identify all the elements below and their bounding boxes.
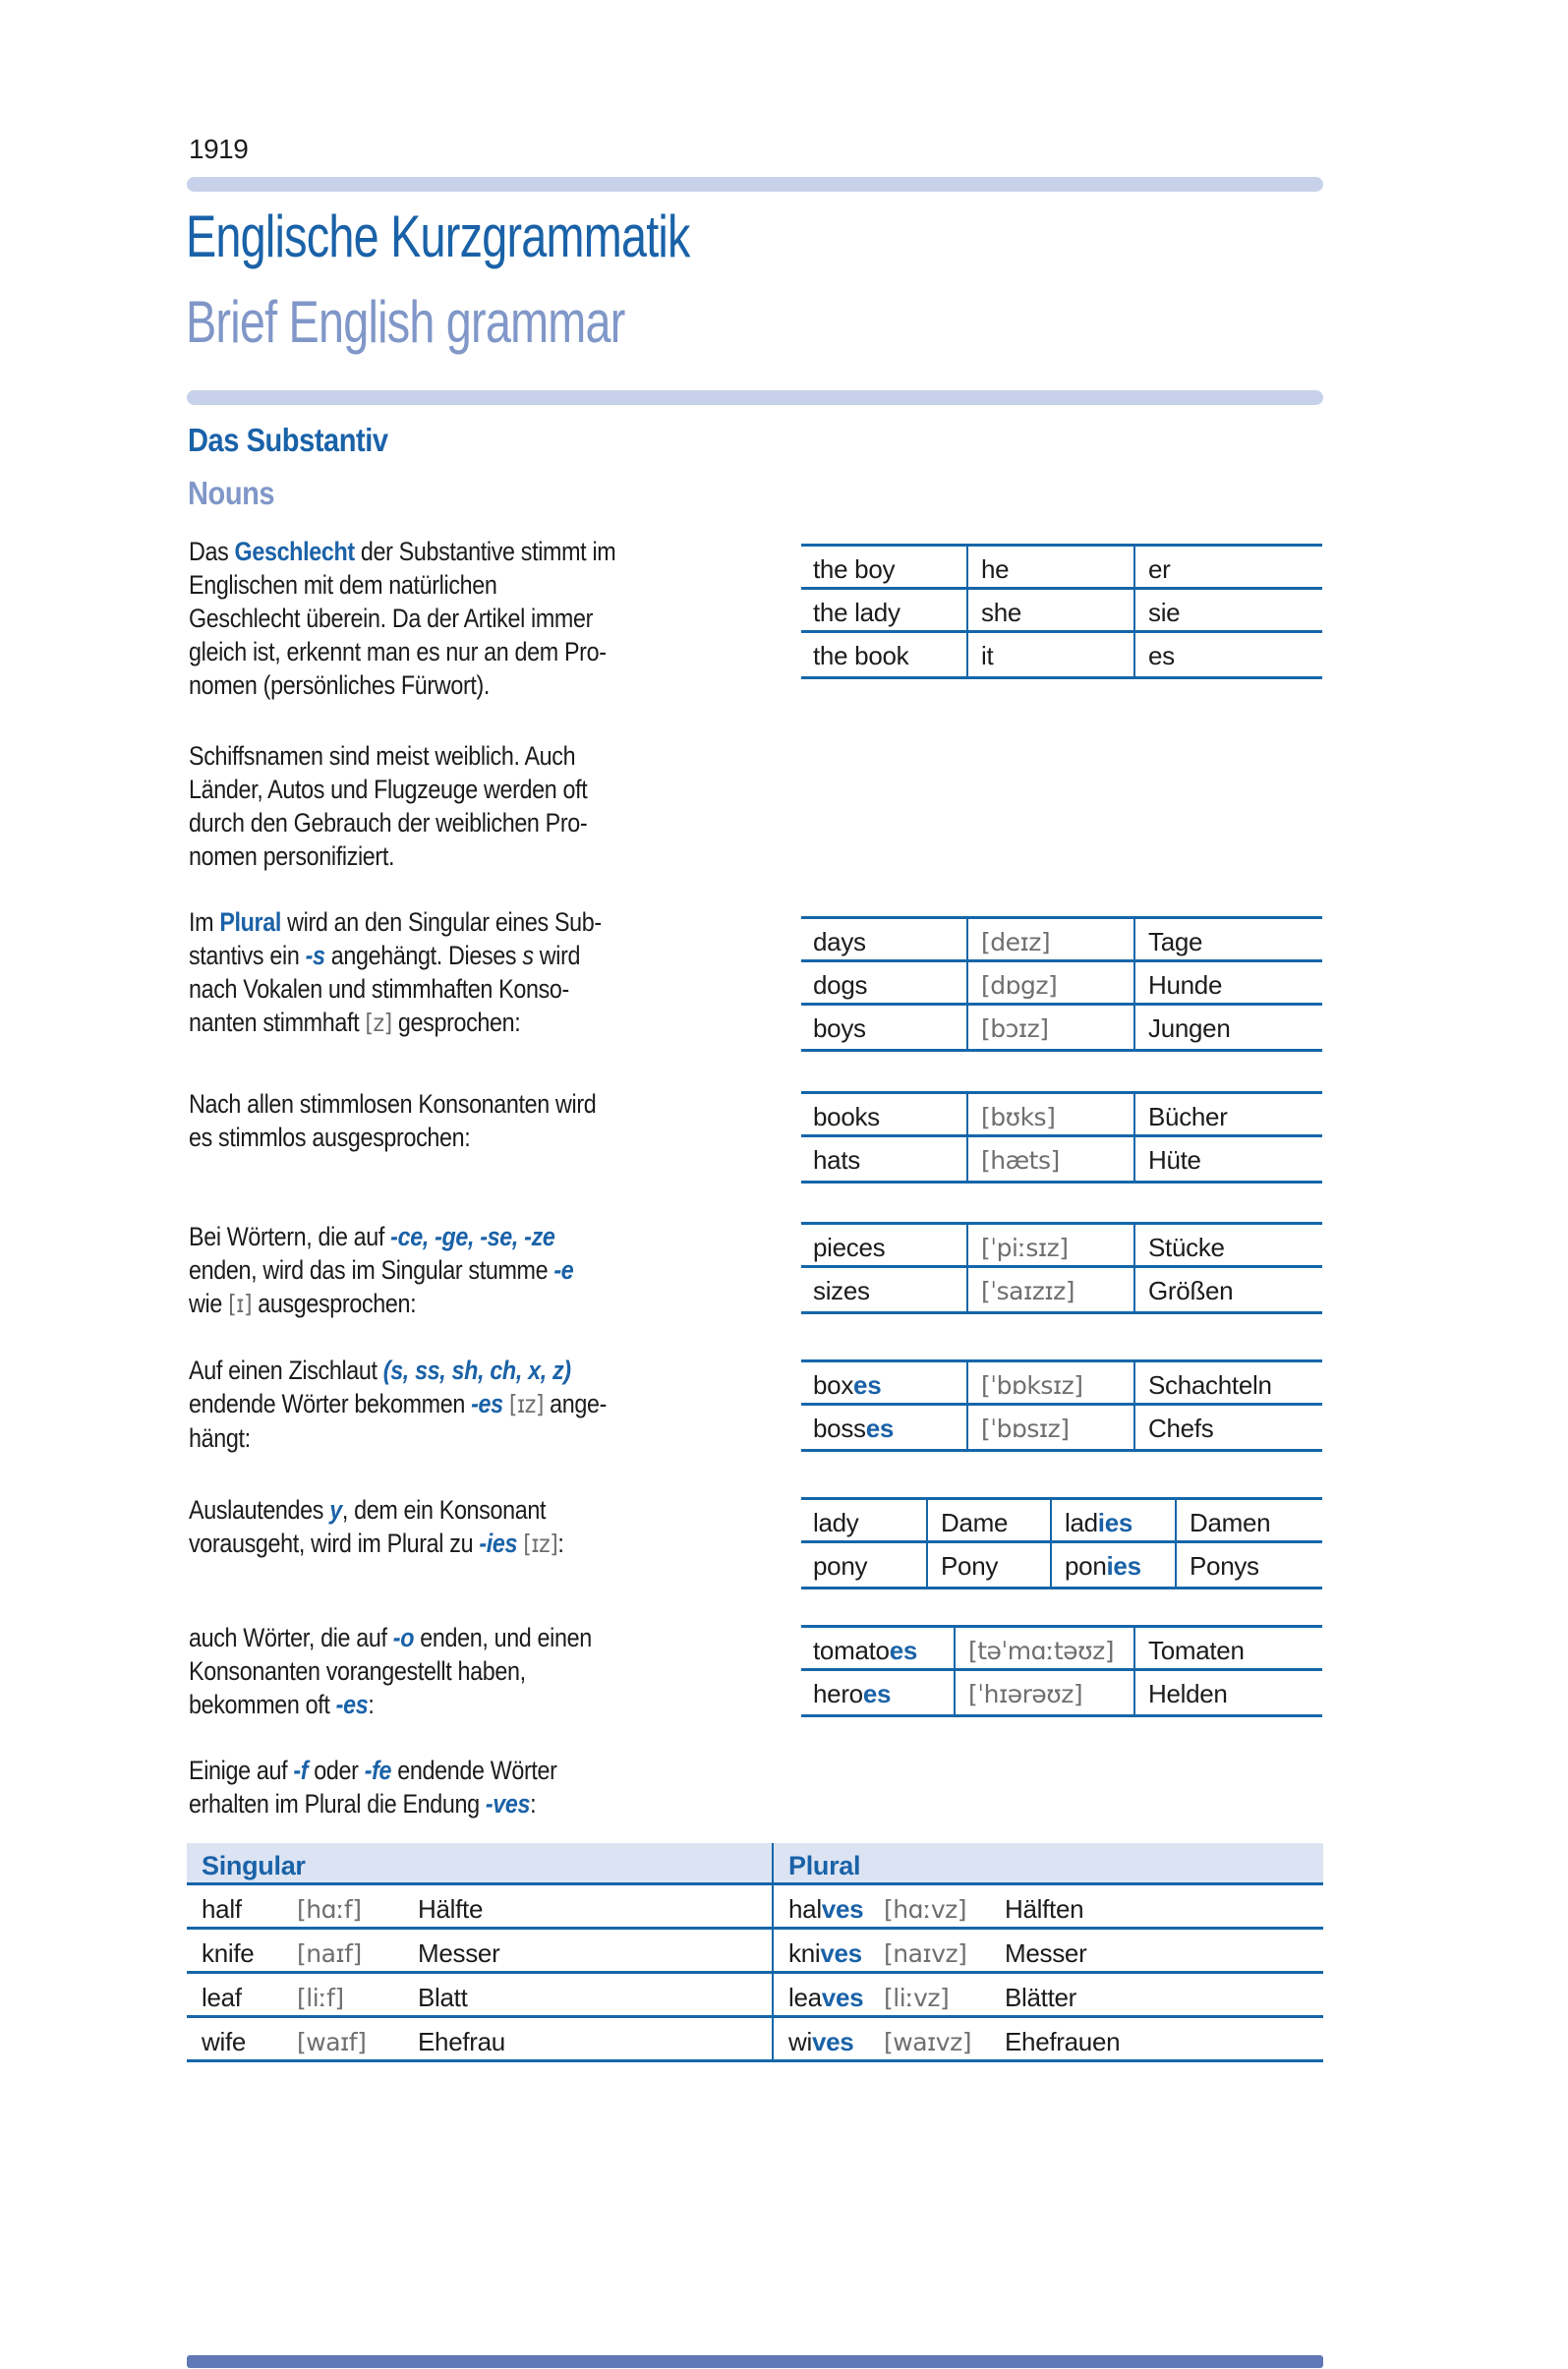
text-segment: days: [813, 927, 866, 956]
table-row: [801, 1006, 1322, 1049]
text-segment: Englischen mit dem natürlichen: [189, 570, 497, 600]
text-segment: bekommen oft: [189, 1690, 336, 1719]
text-segment: Größen: [1148, 1276, 1234, 1305]
paragraph: [189, 739, 587, 873]
text-segment: wie: [189, 1289, 229, 1318]
table-cell: [1133, 1406, 1322, 1449]
phonetic-transcription: [hɑːvz]: [884, 1895, 967, 1924]
table-cell: [418, 1930, 772, 1971]
text-segment: -es: [471, 1389, 503, 1418]
text-segment: -o: [392, 1623, 415, 1652]
paragraph: [189, 1621, 592, 1721]
table-row: [801, 1094, 1322, 1137]
text-segment: -s: [305, 941, 325, 970]
table-cell: [884, 2018, 1005, 2059]
table-row-half: [187, 1930, 772, 1971]
table-cell: [954, 1628, 1133, 1668]
table-cell: [801, 1006, 966, 1049]
table-row-half: [187, 1974, 772, 2015]
text-segment: Im: [189, 907, 220, 937]
plural-es-sibilant-table: [801, 1359, 1322, 1452]
text-segment: Jungen: [1148, 1013, 1231, 1043]
table-cell: [1005, 1930, 1323, 1971]
table-cell: [801, 1362, 966, 1403]
table-cell: [954, 1671, 1133, 1714]
text-segment: Auf einen Zischlaut: [189, 1356, 383, 1385]
table-row: [801, 1406, 1322, 1449]
text-segment: -es: [335, 1690, 369, 1719]
phonetic-transcription: [liːf]: [297, 1984, 344, 2012]
text-segment: es stimmlos ausgesprochen:: [189, 1123, 471, 1152]
phonetic-transcription: [təˈmɑːtəʊz]: [968, 1637, 1114, 1665]
text-segment: wi: [788, 2027, 812, 2056]
text-segment: Ehefrauen: [1005, 2027, 1121, 2056]
text-segment: Dame: [941, 1508, 1009, 1537]
phonetic-transcription: [ˈbɒksɪz]: [981, 1371, 1083, 1400]
text-segment: Pony: [941, 1551, 999, 1581]
phonetic-transcription: [ɪz]: [523, 1530, 558, 1558]
text-segment: Schachteln: [1148, 1370, 1272, 1400]
text-segment: der Substantive stimmt im: [354, 537, 616, 566]
table-cell: [1133, 1137, 1322, 1181]
table-cell: [1050, 1543, 1175, 1587]
text-segment: wird: [533, 941, 581, 970]
table-row-half: [772, 1974, 1323, 2015]
table-cell: [801, 590, 966, 630]
text-segment: Stücke: [1148, 1233, 1225, 1262]
text-segment: Chefs: [1148, 1414, 1214, 1443]
table-cell: [966, 1406, 1133, 1449]
table-cell: [801, 1268, 966, 1311]
table-row: [187, 1885, 1323, 1930]
table-cell: [801, 633, 966, 676]
phonetic-transcription: [waɪf]: [297, 2028, 367, 2056]
text-segment: Blatt: [418, 1983, 468, 2012]
text-segment: Bei Wörtern, die auf: [189, 1222, 391, 1251]
text-segment: Länder, Autos und Flugzeuge werden oft: [189, 775, 588, 804]
table-cell: [1005, 2018, 1323, 2059]
text-segment: -e: [553, 1255, 574, 1285]
plural-mute-e-table: [801, 1222, 1322, 1314]
text-segment: dogs: [813, 970, 868, 1000]
text-segment: Tage: [1148, 927, 1203, 956]
text-segment: Konsonanten vorangestellt haben,: [189, 1656, 526, 1686]
table-cell: [774, 1930, 884, 1971]
phonetic-transcription: [dɒgz]: [981, 971, 1058, 1000]
table-cell: [297, 2018, 418, 2059]
table-cell: [1133, 1006, 1322, 1049]
phonetic-transcription: [ˈsaɪzɪz]: [981, 1277, 1075, 1305]
table-row: [801, 1671, 1322, 1714]
table-cell: [774, 1974, 884, 2015]
table-cell: [884, 1974, 1005, 2015]
text-segment: ves: [811, 2027, 854, 2056]
table-row: [801, 590, 1322, 633]
table-row: [801, 547, 1322, 590]
table-cell: [801, 1137, 966, 1181]
text-segment: endende Wörter bekommen: [189, 1389, 472, 1418]
text-segment: tomato: [813, 1636, 890, 1665]
singular-plural-table-header: [187, 1843, 1323, 1885]
text-segment: oder: [308, 1756, 365, 1785]
text-segment: -ce, -ge, -se, -ze: [390, 1222, 555, 1251]
singular-header-label: Singular: [202, 1851, 306, 1880]
text-segment: Das: [189, 537, 235, 566]
table-cell: [297, 1974, 418, 2015]
text-segment: box: [813, 1370, 854, 1400]
table-cell: [801, 1671, 954, 1714]
text-segment: ves: [820, 1938, 862, 1968]
text-segment: pieces: [813, 1233, 886, 1262]
text-segment: gesprochen:: [391, 1008, 521, 1037]
phonetic-transcription: [ɪz]: [508, 1390, 545, 1418]
table-cell: [966, 633, 1133, 676]
phonetic-transcription: [ˈhɪərəʊz]: [968, 1680, 1083, 1708]
text-segment: Nach allen stimmlosen Konsonanten wird: [189, 1089, 597, 1119]
page-title-english: Brief English grammar: [186, 289, 625, 355]
text-segment: lady: [813, 1508, 859, 1537]
table-cell: [418, 1974, 772, 2015]
text-segment: es: [865, 1414, 895, 1443]
table-cell: [1133, 1094, 1322, 1134]
text-segment: lea: [788, 1983, 822, 2012]
text-segment: Hälfte: [418, 1894, 484, 1924]
text-segment: Bücher: [1148, 1102, 1228, 1131]
table-cell: [1133, 1268, 1322, 1311]
table-row: [801, 633, 1322, 676]
text-segment: the lady: [813, 598, 900, 627]
table-cell: [1133, 1362, 1322, 1403]
table-cell: [1175, 1543, 1322, 1587]
text-segment: y: [329, 1495, 342, 1525]
text-segment: sizes: [813, 1276, 870, 1305]
phonetic-transcription: [naɪf]: [297, 1939, 362, 1968]
table-cell: [1175, 1500, 1322, 1540]
paragraph: [189, 905, 602, 1040]
text-segment: nomen (persönliches Fürwort).: [189, 670, 491, 700]
divider-bar-middle: [187, 390, 1323, 405]
text-segment: endende Wörter: [391, 1756, 557, 1785]
text-segment: , dem ein Konsonant: [341, 1495, 547, 1525]
text-segment: Geschlecht: [234, 537, 355, 566]
text-segment: Ehefrau: [418, 2027, 505, 2056]
gender-examples-table: [801, 544, 1322, 679]
text-segment: boss: [813, 1414, 866, 1443]
text-segment: :: [530, 1789, 537, 1819]
singular-plural-table: [187, 1843, 1323, 2062]
table-cell: [966, 1094, 1133, 1134]
text-segment: the book: [813, 641, 909, 670]
text-segment: the boy: [813, 554, 896, 584]
paragraph: [189, 1754, 557, 1820]
table-cell: [966, 1268, 1133, 1311]
phonetic-transcription: [bʊks]: [981, 1103, 1056, 1131]
table-row-half: [772, 2018, 1323, 2059]
footer-bar: [187, 2355, 1323, 2368]
table-row-half: [772, 1930, 1323, 1971]
phonetic-transcription: [hɑːf]: [297, 1895, 362, 1924]
table-row: [801, 919, 1322, 962]
text-segment: Messer: [1005, 1938, 1087, 1968]
page-title-german: Englische Kurzgrammatik: [186, 203, 690, 269]
text-segment: -fe: [364, 1756, 392, 1785]
text-segment: Tomaten: [1148, 1636, 1245, 1665]
text-segment: nomen personifiziert.: [189, 841, 395, 871]
table-cell: [801, 1225, 966, 1265]
table-cell: [801, 1628, 954, 1668]
table-cell: [187, 1885, 297, 1927]
text-segment: lad: [1065, 1508, 1098, 1537]
text-segment: sie: [1148, 598, 1181, 627]
table-cell: [966, 1137, 1133, 1181]
text-segment: hängt:: [189, 1423, 251, 1453]
table-cell: [418, 2018, 772, 2059]
text-segment: s: [522, 941, 534, 970]
text-segment: ausgesprochen:: [252, 1289, 417, 1318]
text-segment: half: [202, 1894, 242, 1924]
text-segment: wife: [202, 2027, 247, 2056]
table-cell: [884, 1885, 1005, 1927]
plural-y-ies-table: [801, 1497, 1322, 1589]
text-segment: Ponys: [1190, 1551, 1259, 1581]
text-segment: hal: [788, 1894, 822, 1924]
text-segment: she: [981, 598, 1022, 627]
text-segment: knife: [202, 1938, 255, 1968]
text-segment: es: [862, 1679, 892, 1708]
table-row-half: [187, 2018, 772, 2059]
table-row: [801, 1137, 1322, 1181]
text-segment: Hüte: [1148, 1145, 1201, 1175]
table-cell: [966, 962, 1133, 1003]
table-cell: [926, 1543, 1050, 1587]
table-cell: [801, 962, 966, 1003]
text-segment: ves: [821, 1894, 864, 1924]
plural-s-voiced-table: [801, 916, 1322, 1052]
phonetic-transcription: [waɪvz]: [884, 2028, 971, 2056]
text-segment: durch den Gebrauch der weiblichen Pro-: [189, 808, 588, 838]
paragraph: [189, 535, 615, 702]
table-cell: [801, 919, 966, 959]
table-row: [801, 1543, 1322, 1587]
table-cell: [801, 547, 966, 587]
table-cell: [801, 1500, 926, 1540]
text-segment: he: [981, 554, 1010, 584]
table-cell: [966, 590, 1133, 630]
paragraph: [189, 1354, 607, 1455]
text-segment: Blätter: [1005, 1983, 1077, 2012]
text-segment: Einige auf: [189, 1756, 294, 1785]
phonetic-transcription: [naɪvz]: [884, 1939, 967, 1968]
table-cell: [966, 1006, 1133, 1049]
text-segment: Auslautendes: [189, 1495, 330, 1525]
text-segment: :: [557, 1529, 564, 1558]
table-cell: [1133, 633, 1322, 676]
table-cell: [1133, 919, 1322, 959]
text-segment: -ves: [485, 1789, 531, 1819]
text-segment: pon: [1065, 1551, 1107, 1581]
table-row: [187, 1974, 1323, 2018]
table-cell: [801, 1406, 966, 1449]
table-cell: [1133, 1671, 1322, 1714]
table-row-half: [772, 1885, 1323, 1927]
text-segment: books: [813, 1102, 880, 1131]
text-segment: boys: [813, 1013, 866, 1043]
phonetic-transcription: [deɪz]: [981, 928, 1051, 956]
paragraph: [189, 1087, 596, 1154]
table-cell: [1005, 1974, 1323, 2015]
text-segment: ies: [1097, 1508, 1133, 1537]
text-segment: nanten stimmhaft: [189, 1008, 366, 1037]
divider-bar-top: [187, 177, 1323, 192]
text-segment: Hälften: [1005, 1894, 1084, 1924]
text-segment: Messer: [418, 1938, 500, 1968]
text-segment: hats: [813, 1145, 860, 1175]
paragraph: [189, 1220, 573, 1321]
text-segment: ies: [1106, 1551, 1141, 1581]
table-cell: [774, 1885, 884, 1927]
table-row-half: [187, 1885, 772, 1927]
text-segment: Damen: [1190, 1508, 1271, 1537]
table-cell: [297, 1885, 418, 1927]
text-segment: angehängt. Dieses: [324, 941, 523, 970]
table-row: [187, 2018, 1323, 2062]
text-segment: -f: [293, 1756, 309, 1785]
table-cell: [966, 1362, 1133, 1403]
text-segment: es: [1148, 641, 1175, 670]
table-cell: [966, 1225, 1133, 1265]
phonetic-transcription: [liːvz]: [884, 1984, 950, 2012]
text-segment: stantivs ein: [189, 941, 306, 970]
table-cell: [297, 1930, 418, 1971]
paragraph: [189, 1493, 564, 1561]
plural-header-label: Plural: [788, 1851, 861, 1880]
table-cell: [1133, 1225, 1322, 1265]
text-segment: Schiffsnamen sind meist weiblich. Auch: [189, 741, 576, 771]
table-cell: [187, 2018, 297, 2059]
table-row: [801, 1500, 1322, 1543]
phonetic-transcription: [ˈpiːsɪz]: [981, 1234, 1069, 1262]
text-segment: -ies: [479, 1529, 518, 1558]
phonetic-transcription: [hæts]: [981, 1146, 1060, 1175]
text-segment: enden, und einen: [414, 1623, 592, 1652]
table-row: [187, 1930, 1323, 1974]
text-segment: enden, wird das im Singular stumme: [189, 1255, 554, 1285]
text-segment: kni: [788, 1938, 821, 1968]
table-cell: [926, 1500, 1050, 1540]
table-cell: [1005, 1885, 1323, 1927]
text-segment: hero: [813, 1679, 863, 1708]
table-cell: [1133, 1628, 1322, 1668]
phonetic-transcription: [ˈbɒsɪz]: [981, 1415, 1070, 1443]
table-row: [801, 1362, 1322, 1406]
table-row: [801, 962, 1322, 1006]
text-segment: wird an den Singular eines Sub-: [281, 907, 602, 937]
text-segment: ves: [821, 1983, 864, 2012]
text-segment: it: [981, 641, 994, 670]
text-segment: Plural: [219, 907, 282, 937]
table-cell: [801, 1094, 966, 1134]
table-cell: [801, 1543, 926, 1587]
text-segment: gleich ist, erkennt man es nur an dem Pro-: [189, 637, 607, 666]
table-cell: [1133, 547, 1322, 587]
table-cell: [966, 547, 1133, 587]
text-segment: er: [1148, 554, 1171, 584]
table-row: [801, 1628, 1322, 1671]
text-segment: es: [853, 1370, 882, 1400]
text-segment: Geschlecht überein. Da der Artikel immer: [189, 604, 594, 633]
text-segment: pony: [813, 1551, 868, 1581]
table-cell: [418, 1885, 772, 1927]
text-segment: (s, ss, sh, ch, x, z): [382, 1356, 571, 1385]
text-segment: leaf: [202, 1983, 242, 2012]
text-segment: Hunde: [1148, 970, 1223, 1000]
text-segment: nach Vokalen und stimmhaften Konso-: [189, 974, 569, 1004]
plural-o-es-table: [801, 1625, 1322, 1717]
table-row: [801, 1268, 1322, 1311]
plural-s-voiceless-table: [801, 1091, 1322, 1184]
phonetic-transcription: [z]: [365, 1009, 392, 1037]
text-segment: Helden: [1148, 1679, 1228, 1708]
table-cell: [1133, 590, 1322, 630]
table-cell: [1133, 962, 1322, 1003]
text-segment: ange-: [544, 1389, 608, 1418]
text-segment: auch Wörter, die auf: [189, 1623, 393, 1652]
text-segment: es: [889, 1636, 918, 1665]
page-number: 1919: [189, 134, 249, 164]
text-segment: vorausgeht, wird im Plural zu: [189, 1529, 480, 1558]
text-segment: erhalten im Plural die Endung: [189, 1789, 486, 1819]
table-cell: [884, 1930, 1005, 1971]
table-cell: [187, 1930, 297, 1971]
table-cell: [774, 2018, 884, 2059]
table-cell: [187, 1974, 297, 2015]
section-heading-english: Nouns: [188, 475, 275, 511]
text-segment: :: [368, 1690, 375, 1719]
table-row: [801, 1225, 1322, 1268]
section-heading-german: Das Substantiv: [188, 422, 388, 458]
table-cell: [1050, 1500, 1175, 1540]
table-cell: [966, 919, 1133, 959]
phonetic-transcription: [ɪ]: [228, 1290, 253, 1318]
phonetic-transcription: [bɔɪz]: [981, 1014, 1049, 1043]
